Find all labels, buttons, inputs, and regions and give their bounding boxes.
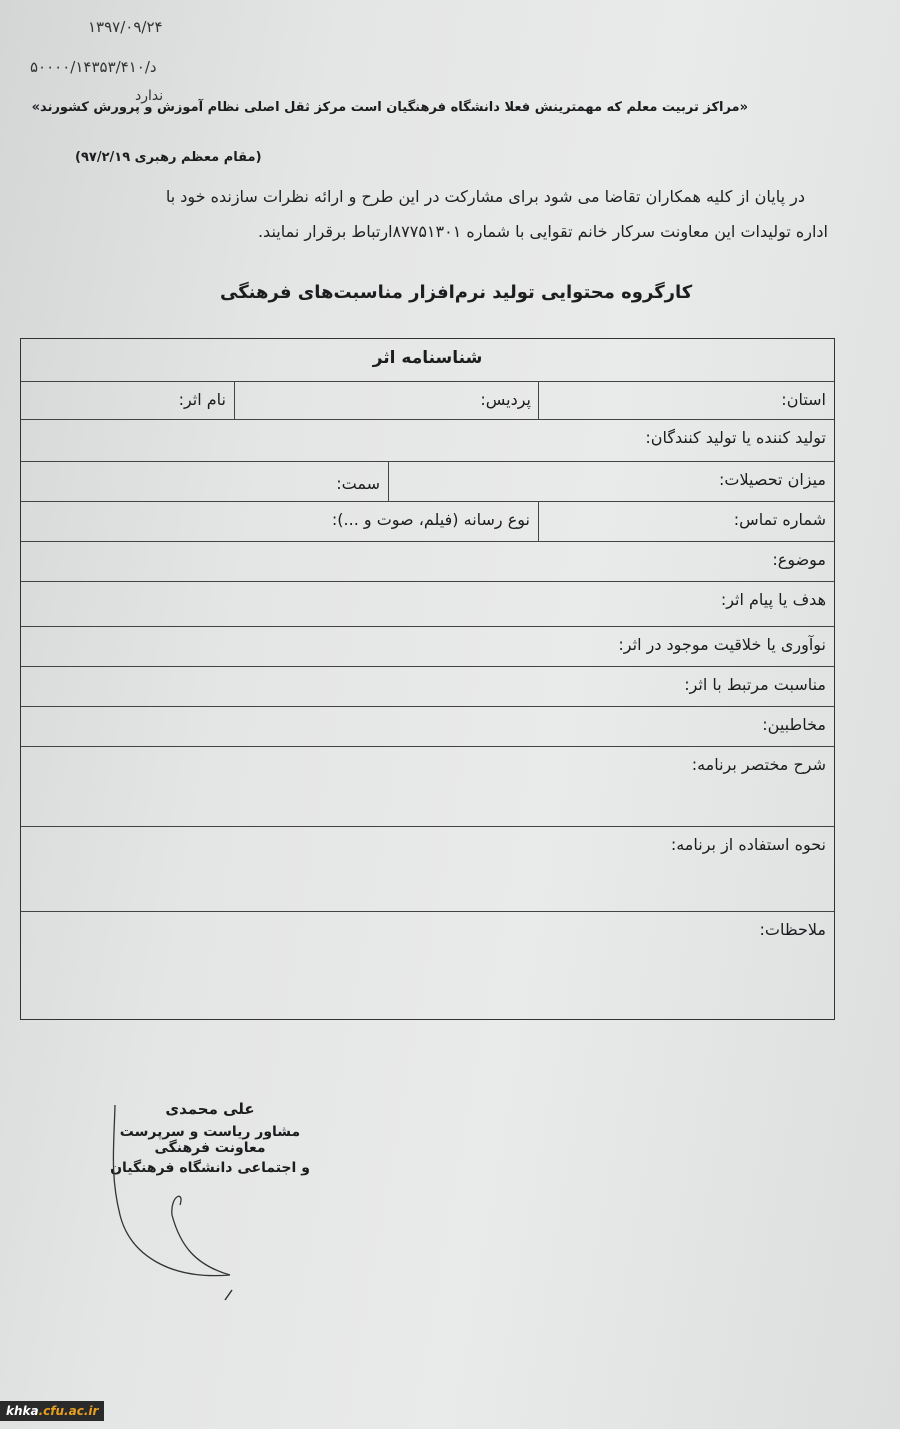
quote-source: (مقام معظم رهبری ۹۷/۲/۱۹) xyxy=(75,150,262,165)
audience-field[interactable] xyxy=(21,706,834,747)
education-label: میزان تحصیلات: xyxy=(719,470,826,489)
producers-field[interactable] xyxy=(21,419,834,462)
notes-label: ملاحظات: xyxy=(759,920,826,939)
row-phone xyxy=(21,501,834,542)
form-heading: کارگروه محتوایی تولید نرم‌افزار مناسبت‌های فرهنگی xyxy=(220,282,693,303)
subject-label: موضوع: xyxy=(772,550,826,569)
goal-field[interactable] xyxy=(21,581,834,627)
media-type-label: نوع رسانه (فیلم، صوت و ...): xyxy=(331,510,530,529)
signer-name: علی محمدی xyxy=(165,1100,255,1118)
position-label: سمت: xyxy=(336,474,380,493)
occasion-label: مناسبت مرتبط با اثر: xyxy=(684,675,826,694)
handwritten-signature xyxy=(100,1105,260,1305)
row-education xyxy=(21,461,834,502)
website-watermark: khka.cfu.ac.ir xyxy=(0,1401,104,1421)
phone-label: شماره تماس: xyxy=(733,510,826,529)
innovation-field[interactable] xyxy=(21,626,834,667)
education-field[interactable] xyxy=(388,462,834,502)
innovation-label: نوآوری یا خلاقیت موجود در اثر: xyxy=(618,635,826,654)
signer-title-2: و اجتماعی دانشگاه فرهنگیان xyxy=(110,1160,310,1176)
paragraph-line-1: در پایان از کلیه همکاران تقاضا می شود برای مشارکت در این طرح و ارائه نظرات سازنده خود با xyxy=(165,187,805,206)
form-title-row xyxy=(21,339,834,381)
paragraph-line-2: اداره تولیدات این معاونت سرکار خانم تقوایی با شماره ۸۷۷۵۱۳۰۱ارتباط برقرار نمایند. xyxy=(257,222,828,241)
summary-label: شرح مختصر برنامه: xyxy=(691,755,826,774)
media-type-field[interactable] xyxy=(21,502,538,542)
work-identity-form xyxy=(20,338,835,1020)
province-label: استان: xyxy=(781,390,826,409)
summary-field[interactable] xyxy=(21,746,834,827)
row-province xyxy=(21,381,834,420)
usage-field[interactable] xyxy=(21,826,834,912)
notes-field[interactable] xyxy=(21,911,834,1020)
letter-date: ۱۳۹۷/۰۹/۲۴ xyxy=(88,18,163,36)
audience-label: مخاطبین: xyxy=(762,715,826,734)
occasion-field[interactable] xyxy=(21,666,834,707)
quote-line-1: «مراکز تربیت معلم که مهمترینش فعلا دانشگاه فرهنگیان است مرکز ثقل اصلی نظام آموزش و پرورش کشورند» xyxy=(31,100,748,115)
usage-label: نحوه استفاده از برنامه: xyxy=(670,835,826,854)
letter-attachment: ندارد xyxy=(135,88,164,104)
phone-field[interactable] xyxy=(538,502,834,542)
work-name-field[interactable] xyxy=(21,382,234,420)
campus-label: پردیس: xyxy=(480,390,531,409)
signer-title-1: مشاور ریاست و سرپرست معاونت فرهنگی xyxy=(119,1124,301,1156)
work-name-label: نام اثر: xyxy=(178,390,226,409)
campus-field[interactable] xyxy=(234,382,539,420)
position-field[interactable] xyxy=(21,462,388,502)
letter-number: د/۵۰۰۰۰/۱۴۳۵۳/۴۱۰ xyxy=(30,58,157,76)
province-field[interactable] xyxy=(538,382,834,420)
producers-label: تولید کننده یا تولید کنندگان: xyxy=(645,428,826,447)
goal-label: هدف یا پیام اثر: xyxy=(720,590,826,609)
form-title: شناسنامه اثر xyxy=(372,348,483,368)
subject-field[interactable] xyxy=(21,541,834,582)
